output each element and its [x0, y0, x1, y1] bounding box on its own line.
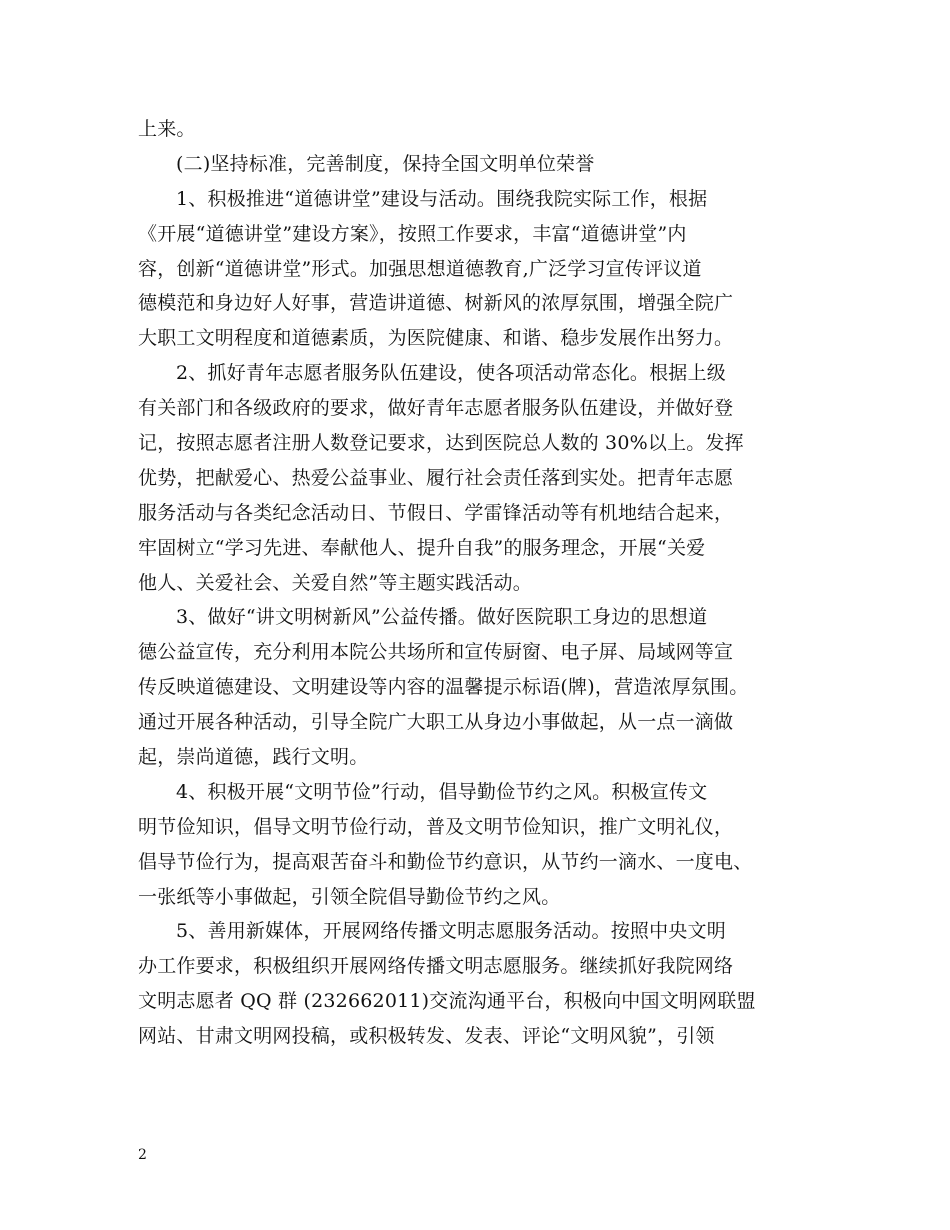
text-line: 倡导节俭行为，提高艰苦奋斗和勤俭节约意识，从节约一滴水、一度电、	[138, 850, 753, 873]
text-line: 有关部门和各级政府的要求，做好青年志愿者服务队伍建设，并做好登	[138, 397, 734, 420]
text-line: 一张纸等小事做起，引领全院倡导勤俭节约之风。	[138, 885, 561, 908]
text-line: 德公益宣传，充分利用本院公共场所和宣传厨窗、电子屏、局域网等宣	[138, 641, 734, 664]
text-line: 4、积极开展“文明节俭”行动，倡导勤俭节约之风。积极宣传文	[176, 780, 708, 803]
text-line: (二)坚持标准，完善制度，保持全国文明单位荣誉	[176, 152, 595, 175]
text-line: 1、积极推进“道德讲堂”建设与活动。围绕我院实际工作，根据	[176, 187, 708, 210]
text-line: 2、抓好青年志愿者服务队伍建设，使各项活动常态化。根据上级	[176, 362, 726, 385]
text-line: 他人、关爱社会、关爱自然”等主题实践活动。	[138, 571, 532, 594]
text-line: 《开展“道德讲堂”建设方案》，按照工作要求，丰富“道德讲堂”内	[138, 222, 687, 245]
text-line: 网站、甘肃文明网投稿，或积极转发、发表、评论“文明风貌”，引领	[138, 1025, 715, 1048]
text-line: 通过开展各种活动，引导全院广大职工从身边小事做起，从一点一滴做	[138, 711, 734, 734]
text-line: 上来。	[138, 118, 196, 140]
text-line: 大职工文明程度和道德素质，为医院健康、和谐、稳步发展作出努力。	[138, 327, 734, 350]
text-line: 文明志愿者 QQ 群 (232662011)交流沟通平台，积极向中国文明网联盟	[138, 990, 756, 1013]
text-line: 容，创新“道德讲堂”形式。加强思想道德教育,广泛学习宣传评议道	[138, 257, 702, 280]
text-line: 办工作要求，积极组织开展网络传播文明志愿服务。继续抓好我院网络	[138, 955, 734, 978]
text-line: 3、做好“讲文明树新风”公益传播。做好医院职工身边的思想道	[176, 606, 708, 629]
text-line: 5、善用新媒体，开展网络传播文明志愿服务活动。按照中央文明	[176, 920, 726, 943]
document-body	[138, 112, 818, 1054]
text-line: 记，按照志愿者注册人数登记要求，达到医院总人数的 30%以上。发挥	[138, 432, 744, 455]
text-line: 优势，把献爱心、热爱公益事业、履行社会责任落到实处。把青年志愿	[138, 466, 734, 489]
text-line: 明节俭知识，倡导文明节俭行动，普及文明节俭知识，推广文明礼仪，	[138, 815, 734, 838]
text-line: 服务活动与各类纪念活动日、节假日、学雷锋活动等有机地结合起来，	[138, 501, 734, 524]
page-number: 2	[138, 1147, 147, 1163]
text-line: 传反映道德建设、文明建设等内容的温馨提示标语(牌)，营造浓厚氛围。	[138, 676, 749, 699]
text-line: 牢固树立“学习先进、奉献他人、提升自我”的服务理念，开展“关爱	[138, 536, 706, 559]
text-line: 德模范和身边好人好事，营造讲道德、树新风的浓厚氛围，增强全院广	[138, 292, 734, 315]
text-line: 起，崇尚道德，践行文明。	[138, 746, 369, 769]
